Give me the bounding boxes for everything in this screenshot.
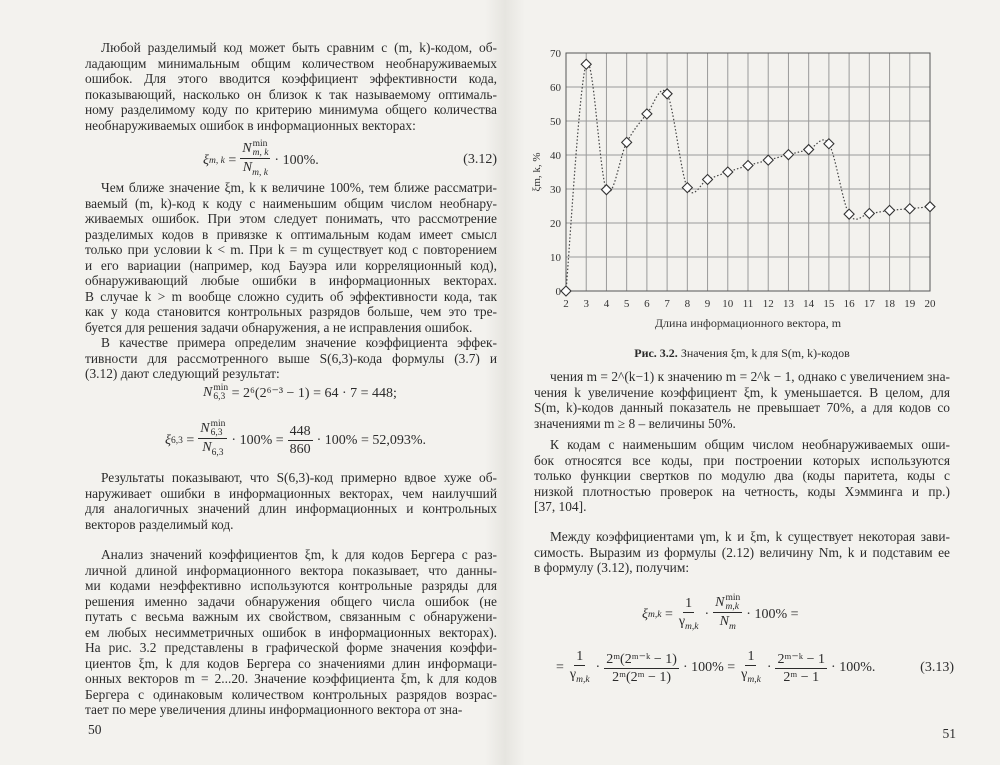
data-point-marker bbox=[703, 174, 713, 184]
text-line: обнаруживающий любые ошибки в информационных векторах. bbox=[85, 273, 497, 288]
eq-tail: · 100% = 52,093%. bbox=[316, 432, 427, 448]
eq-symbol: ξ bbox=[165, 432, 171, 448]
paragraph-2 bbox=[85, 180, 497, 335]
text-line: в формулу (3.12), получим: bbox=[534, 560, 690, 575]
eq-sup: min bbox=[213, 383, 229, 393]
x-tick-label: 9 bbox=[704, 298, 711, 310]
page-number: 51 bbox=[942, 726, 956, 741]
y-tick-label: 20 bbox=[550, 218, 561, 230]
eq-sign: = bbox=[664, 606, 673, 622]
equation-3-13-line2 bbox=[556, 648, 875, 689]
text-line: (3.12) дают следующий результат: bbox=[85, 366, 280, 381]
x-tick-label: 2 bbox=[563, 298, 569, 310]
data-point-marker bbox=[844, 209, 854, 219]
x-tick-label: 19 bbox=[904, 298, 916, 310]
eq-den: N bbox=[242, 160, 253, 175]
eq-dot: · bbox=[766, 660, 772, 676]
eq-sign: = bbox=[186, 432, 195, 448]
text-line: необнаруживаемых ошибок в информационных векторах: bbox=[85, 117, 416, 133]
page-number: 50 bbox=[88, 722, 102, 737]
paragraph-2 bbox=[534, 437, 950, 515]
text-line: Анализ значений коэффициентов ξm, k для кодов Бергера с раз- bbox=[101, 547, 497, 562]
x-tick-label: 12 bbox=[762, 298, 774, 310]
text-line: низкой плотностью проверок на четность, коды Хэмминга и пр.) bbox=[534, 483, 950, 499]
x-tick-label: 3 bbox=[583, 298, 589, 310]
eq-num: N bbox=[200, 421, 210, 437]
paragraph-4 bbox=[85, 470, 497, 532]
data-point-marker bbox=[905, 204, 915, 214]
text-line: тает по мере увеличения длины информационного вектора от зна- bbox=[85, 702, 463, 717]
eq-sub: m,k bbox=[576, 674, 590, 685]
eq-den: 2ᵐ(2ᵐ − 1) bbox=[612, 669, 672, 685]
eq-sub: m,k bbox=[725, 602, 739, 612]
x-tick-label: 16 bbox=[843, 298, 855, 310]
text-line: циентов ξm, k для кодов Бергера со значениями длин информаци- bbox=[85, 655, 497, 671]
eq-sub: m, k bbox=[252, 148, 269, 158]
eq-num: N bbox=[242, 141, 252, 157]
text-line: путать с весьма важным их свойством, связанным с обнаружени- bbox=[85, 609, 497, 624]
data-point-marker bbox=[864, 208, 874, 218]
eq-num: 2ᵐ⁻ᵏ − 1 bbox=[777, 651, 826, 667]
text-line: векторов разделимый код. bbox=[85, 516, 234, 532]
equation-3-13-line1 bbox=[642, 594, 799, 636]
text-line: показывающий, насколько он близок к так называемому оптималь- bbox=[85, 86, 497, 102]
data-point-marker bbox=[824, 139, 834, 149]
paragraph-5 bbox=[85, 547, 497, 718]
equation-3-12: ξ m, k = N min m, k $N_{m, k}$ · 100%. bbox=[203, 139, 319, 178]
data-point-marker bbox=[601, 185, 611, 195]
x-tick-label: 14 bbox=[803, 298, 815, 310]
x-tick-label: 4 bbox=[603, 298, 610, 310]
text-line: для аналогичных значений длин информационных и контрольных bbox=[85, 501, 497, 516]
x-axis-label: Длина информационного вектора, m bbox=[654, 316, 842, 330]
eq-sub: 6,3 bbox=[213, 392, 226, 402]
eq-gamma: γ bbox=[741, 667, 748, 682]
eq-sub: 6,3 bbox=[210, 428, 223, 438]
text-line: чения k увеличение коэффициент ξm, k уменьшается. В целом, для bbox=[534, 384, 950, 400]
eq-sub: m,k bbox=[648, 609, 662, 620]
eq-den: N bbox=[202, 440, 212, 455]
eq-sign: = bbox=[556, 660, 564, 676]
text-line: ми кодами неэффективно используются контрольные разряды для bbox=[85, 578, 497, 593]
eq-sup: min bbox=[210, 419, 226, 429]
eq-den: N bbox=[719, 614, 729, 629]
eq-num: 1 bbox=[747, 649, 755, 664]
y-axis-label: ξm, k, % bbox=[531, 152, 543, 192]
data-point-marker bbox=[622, 137, 632, 147]
text-line: Результаты показывают, что S(6,3)-код примерно вдвое хуже об- bbox=[101, 470, 497, 485]
text-line: значениями m ≥ 8 – величины 50%. bbox=[534, 415, 736, 431]
text-line: ному разделимому коду по критерию минимума общего количества bbox=[85, 102, 497, 117]
y-tick-label: 30 bbox=[550, 184, 561, 196]
eq-num: 1 bbox=[576, 649, 584, 664]
y-tick-label: 10 bbox=[550, 252, 561, 264]
eq-sup: min bbox=[252, 139, 268, 149]
eq-sub: 6,3 bbox=[171, 435, 183, 446]
data-point-marker bbox=[885, 205, 895, 215]
eq-sub: m, k bbox=[252, 167, 268, 178]
equation-number: (3.13) bbox=[920, 660, 954, 675]
data-point-marker bbox=[682, 183, 692, 193]
paragraph-3 bbox=[85, 335, 497, 382]
text-line: S(m, k)-кодов данный показатель не превышает 70%, а для кодов со bbox=[534, 400, 950, 415]
eq-symbol: ξ bbox=[642, 606, 648, 622]
eq-num: 448 bbox=[289, 424, 311, 440]
equation-number: (3.12) bbox=[463, 152, 497, 167]
text-line: онных векторов m = 2...20. Значение коэффициента ξm, k для кодов bbox=[85, 671, 497, 686]
equation-xi63 bbox=[165, 420, 426, 462]
eq-dot: · bbox=[595, 660, 601, 676]
text-line: чения m = 2^(k−1) к значению m = 2^k − 1, однако с увеличением зна- bbox=[550, 369, 950, 384]
text-line: Между коэффициентами γm, k и ξm, k существует некоторая зави- bbox=[550, 529, 950, 544]
paragraph-3 bbox=[534, 529, 950, 576]
equation-n63 bbox=[203, 384, 397, 402]
eq-tail: · 100% = bbox=[746, 606, 799, 622]
text-line: К кодам с наименьшим общим числом необнаруживаемых оши- bbox=[550, 437, 950, 452]
data-point-marker bbox=[804, 145, 814, 155]
eq-sup: min bbox=[725, 593, 741, 603]
eq-num: 1 bbox=[685, 595, 693, 611]
data-point-marker bbox=[763, 155, 773, 165]
x-tick-label: 8 bbox=[684, 298, 691, 310]
x-tick-label: 13 bbox=[782, 298, 794, 310]
text-line: Чем ближе значение ξm, k к величине 100%, тем ближе рассматри- bbox=[101, 180, 497, 195]
text-line: ошибок. Для этого вводится коэффициент эффективности кода, bbox=[85, 71, 497, 86]
x-tick-label: 20 bbox=[924, 298, 936, 310]
text-line: и его вариации (например, код Бауэра или корреляционный код), bbox=[85, 257, 497, 273]
eq-mid: · 100% = bbox=[682, 660, 736, 676]
y-tick-label: 70 bbox=[550, 48, 561, 60]
text-line: буется для решения задачи обнаружения, а не исправления ошибок. bbox=[85, 319, 473, 335]
text-line: ем любых несимметричных ошибок в информационных векторах). bbox=[85, 624, 497, 640]
x-tick-label: 18 bbox=[884, 298, 896, 310]
figure-caption bbox=[534, 346, 950, 361]
y-tick-label: 40 bbox=[550, 150, 561, 162]
eq-mid: · 100% = bbox=[231, 432, 284, 448]
text-line: В случае k > m вообще сложно судить об эффективности кода, так bbox=[85, 288, 497, 304]
y-tick-label: 0 bbox=[555, 286, 561, 298]
text-line: ладающим минимальным общим количеством необнаруживаемых bbox=[85, 55, 497, 71]
eq-sub: 6,3 bbox=[211, 447, 224, 458]
data-point-marker bbox=[743, 161, 753, 171]
eq-num: N bbox=[715, 595, 725, 611]
eq-sub: m, k bbox=[209, 155, 225, 166]
text-line: симость. Выразим из формулы (2.12) величину Nm, k и подставим ее bbox=[534, 544, 950, 560]
text-line: бок относятся все коды, при построении которых используются bbox=[534, 452, 950, 468]
text-line: тивности для рассмотренного выше S(6,3)-кода формулы (3.7) и bbox=[85, 350, 497, 366]
text-line: наруживает ошибки в информационных векторах, чем наилучший bbox=[85, 485, 497, 501]
x-tick-label: 7 bbox=[664, 298, 670, 310]
x-tick-label: 11 bbox=[742, 298, 754, 310]
paragraph-1 bbox=[534, 369, 950, 431]
eq-tail: · 100%. bbox=[274, 152, 319, 168]
text-line: разделимых кодов в привязке к оптимальным кодам имеет смысл bbox=[85, 226, 497, 242]
y-tick-label: 50 bbox=[550, 116, 561, 128]
eq-den: 860 bbox=[289, 442, 311, 458]
eq-sub: m,k bbox=[685, 621, 699, 632]
caption-label: Рис. 3.2. bbox=[634, 346, 678, 360]
eq-gamma: γ bbox=[678, 613, 686, 629]
eq-rhs: = 2⁶(2⁶⁻³ − 1) = 64 · 7 = 448; bbox=[231, 385, 397, 401]
text-line: только при условии k < m. При k = m существует код с повторением bbox=[85, 242, 497, 257]
text-line: [37, 104]. bbox=[534, 499, 587, 514]
y-tick-label: 60 bbox=[550, 82, 561, 94]
eq-sub: m bbox=[728, 621, 736, 632]
text-line: живаемых ошибок. При этом следует понимать, что рассмотрение bbox=[85, 211, 497, 226]
text-line: как у кода становится контрольных разрядов больше, чем это тре- bbox=[85, 304, 497, 319]
x-tick-label: 5 bbox=[623, 298, 630, 310]
text-line: ваемый (m, k)-код к коду с наименьшим общим числом необнару- bbox=[85, 195, 497, 211]
eq-sub: m,k bbox=[747, 674, 761, 685]
efficiency-chart bbox=[528, 40, 948, 340]
data-point-marker bbox=[561, 286, 571, 296]
text-line: личной длиной информационного вектора показывает, что данны- bbox=[85, 562, 497, 578]
eq-symbol: N bbox=[203, 385, 213, 400]
x-tick-label: 6 bbox=[644, 298, 650, 310]
data-point-marker bbox=[783, 150, 793, 160]
eq-symbol: ξ bbox=[203, 152, 209, 168]
eq-gamma: γ bbox=[569, 667, 577, 682]
eq-num: 2ᵐ(2ᵐ⁻ᵏ − 1) bbox=[606, 651, 677, 667]
text-line: Любой разделимый код может быть сравним с (m, k)-кодом, об- bbox=[101, 40, 497, 55]
x-tick-label: 17 bbox=[863, 298, 875, 310]
text-line: решения именно задачи обнаружения общего числа ошибок (не bbox=[85, 593, 497, 609]
x-tick-label: 10 bbox=[722, 298, 734, 310]
text-line: На рис. 3.2 представлены в графической форме значения коэффи- bbox=[85, 640, 497, 655]
data-point-marker bbox=[723, 167, 733, 177]
text-line: В качестве примера определим значение коэффициента эффек- bbox=[101, 335, 497, 350]
text-line: только функции свертков по модулю два (коды паритета, коды с bbox=[534, 468, 950, 483]
eq-den: 2ᵐ − 1 bbox=[783, 669, 820, 685]
paragraph-1 bbox=[85, 40, 497, 133]
eq-tail: · 100%. bbox=[831, 660, 876, 676]
caption-text: Значения ξm, k для S(m, k)-кодов bbox=[680, 346, 850, 360]
text-line: Бергера с одинаковым количеством контрольных разрядов возрас- bbox=[85, 686, 497, 702]
x-tick-label: 15 bbox=[823, 298, 835, 310]
data-point-marker bbox=[925, 202, 935, 212]
eq-dot: · bbox=[704, 606, 710, 622]
